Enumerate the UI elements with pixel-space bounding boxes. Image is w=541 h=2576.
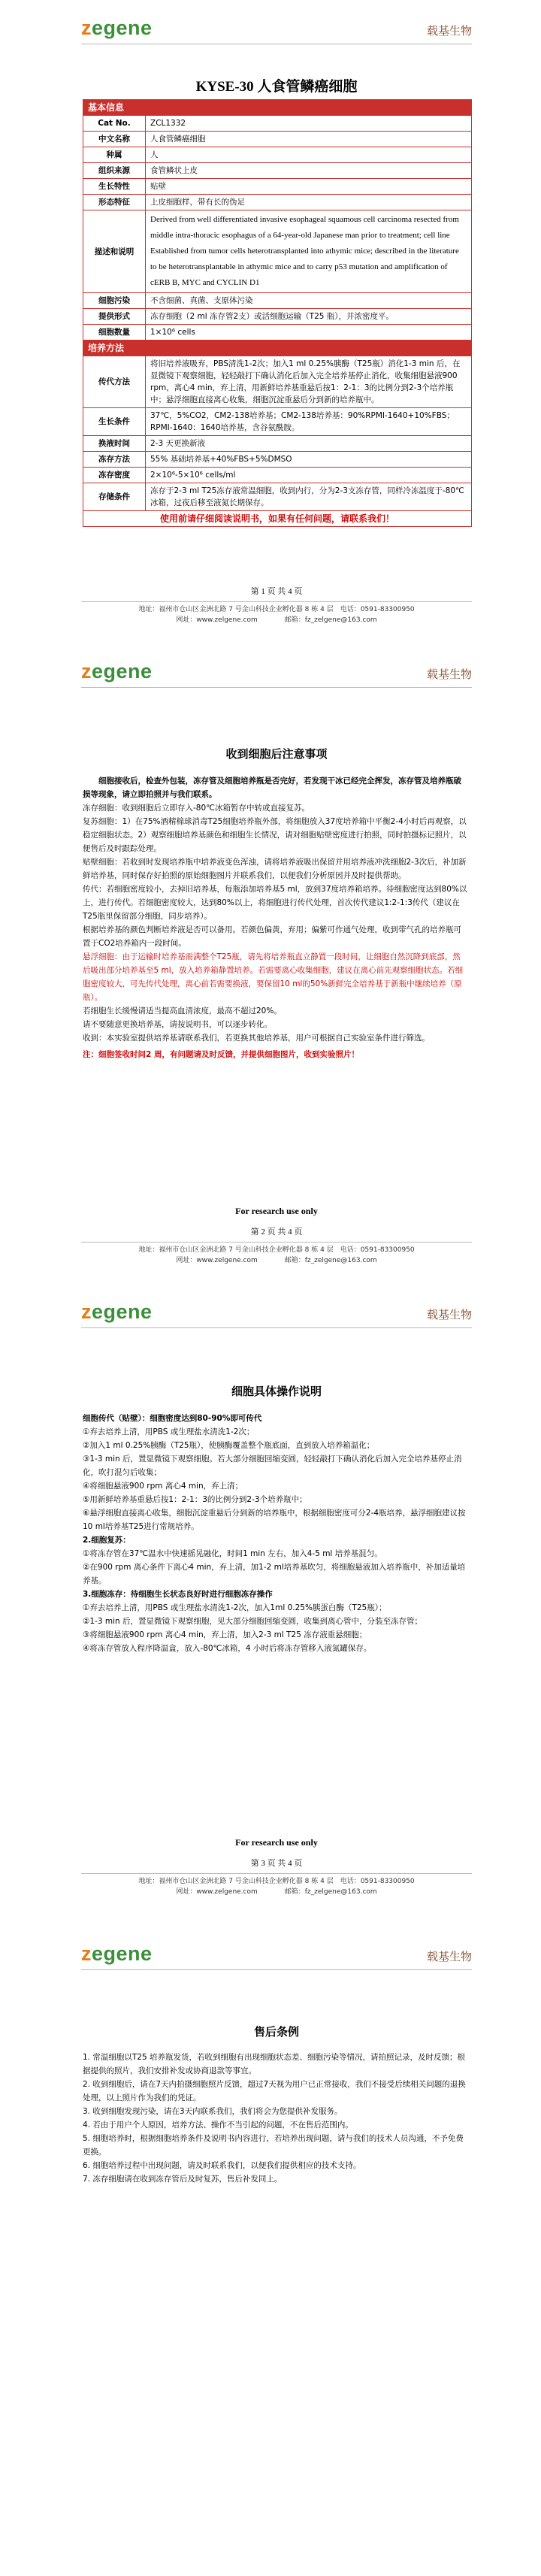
list-item: 1. 常温细胞以T25 培养瓶发货，若收到细胞有出现细胞状态差、细胞污染等情况，请拍照记录，及时反馈；根据提供的照片，我们安排补发或协商退款等事宜。 <box>83 2053 465 2075</box>
intro-text: 细胞接收后，检查外包装，冻存管及细胞培养瓶是否完好，若发现干冰已经完全挥发，冻存管及培养瓶破损等现象，请立即拍照并与我们联系。 <box>83 776 461 799</box>
list-item: 7. 冻存细胞请在收到冻存管后及时复苏，售后补发同上。 <box>83 2175 283 2184</box>
page-2 <box>0 646 541 1293</box>
list-item: 3. 收到细胞发现污染，请在3天内联系我们，我们将会为您提供补发服务。 <box>83 2107 343 2116</box>
list-item: ⑤用新鲜培养基重悬后按1：2-1：3的比例分到2-3个培养瓶中； <box>83 1495 307 1504</box>
page-header <box>81 1297 472 1328</box>
footer-web: 网址：www.zelgene.com 邮箱：fz_zelgene@163.com <box>176 1888 377 1896</box>
section-title: 售后条例 <box>253 2025 299 2039</box>
warning-text: 使用前请仔细阅读说明书，如果有任何问题，请联系我们！ <box>83 511 472 527</box>
page-header <box>81 657 472 688</box>
table-row: 形态特征 上皮细胞样，带有长的伪足 <box>83 195 472 210</box>
table-row: 生长条件 37℃，5%CO2，CM2-138培养基；CM2-138培养基：90%RPMI-1640+10%FBS；RPMI-1640：1640培养基，含谷氨酰胺。 <box>83 408 472 436</box>
table-row: 生长特性 贴壁 <box>83 179 472 195</box>
company-logo: zegene <box>81 17 153 39</box>
list-item: 请不要随意更换培养基，请按说明书，可以逐步转化。 <box>83 1020 272 1029</box>
list-item: 传代：若细胞密度较小，去掉旧培养基，每瓶添加培养基5 ml，放到37度培养箱培养。待细胞密度达到80%以上，进行传代。若细胞密度较大，达到80%以上，将细胞进行传代处理，首次传代建议1:2-1:3传代（建议在T25瓶里保留部分细胞，同步培养）。 <box>83 885 467 921</box>
list-item: ④将冻存管放入程序降温盒，放入-80℃冰箱，4 小时后将冻存管移入液氮罐保存。 <box>83 1644 372 1653</box>
list-item: ④将细胞悬液900 rpm 离心4 min，弃上清； <box>83 1482 243 1491</box>
list-item: 2.细胞复苏： <box>83 1536 131 1545</box>
company-logo: zegene <box>81 1942 153 1965</box>
footer-web: 网址：www.zelgene.com 邮箱：fz_zelgene@163.com <box>176 616 377 624</box>
page-number: 第 1 页 共 4 页 <box>250 587 303 596</box>
section-basic-info: 基本信息 <box>83 100 472 116</box>
list-item: 6. 细胞培养过程中出现问题，请及时联系我们，以便我们提供相应的技术支持。 <box>83 2161 361 2170</box>
page-footer <box>81 1857 472 1897</box>
table-row: 描述和说明 Derived from well differentiated invasive esophageal squamous cell carcinoma resected from middle intra-thoracic esophagus of a 64-year-old Japanese man prior to treatment; cell line Established from tumor cells heterotransplanted into athymic mice; described in the literature to be heterotransplantable in athymic mice and to carry p53 mutation and amplification of cERB B, MYC and CYCLIN D1 <box>83 210 472 293</box>
list-item: 3.细胞冻存：待细胞生长状态良好时进行细胞冻存操作 <box>83 1590 273 1599</box>
list-item: ③将细胞悬液900 rpm 离心4 min，弃上清，加入2-3 ml T25 冻存液重悬细胞； <box>83 1630 367 1639</box>
page-number: 第 2 页 共 4 页 <box>250 1227 303 1237</box>
company-logo: zegene <box>81 1300 153 1323</box>
table-row: 存储条件 冻存于2-3 ml T25冻存液常温细胞，收到内行，分为2-3支冻存管，同样冷冻温度于-80℃冰箱，过夜后移至液氮长期保存。 <box>83 483 472 511</box>
brand-name: 载基生物 <box>426 24 472 38</box>
page-3 <box>0 1293 541 1939</box>
basic-info-table <box>83 99 472 527</box>
page-footer <box>81 585 472 625</box>
table-row: 种属 人 <box>83 147 472 163</box>
after-sales-body <box>83 2051 467 2186</box>
list-item: 悬浮细胞：由于运输时培养基需满整个T25瓶，请先将培养瓶直立静置一段时间，让细胞自然沉降到底部，然后吸出部分培养基至5 ml，放入培养箱静置培养。若需要离心收集细胞，建议在离心前先观察细胞状态。若细胞密度较大，可先传代处理，离心前若需要换液，要保留10 ml的50%新鲜完全培养基于新瓶中继续培养（原瓶）。 <box>83 952 464 1002</box>
footer-address: 地址：福州市仓山区金洲北路 7 号金山科技企业孵化器 8 栋 4 层 电话：0591-83300950 <box>138 1878 415 1885</box>
brand-name: 载基生物 <box>426 1308 472 1321</box>
list-item: 复苏细胞：1）在75%酒精棉球消毒T25细胞培养瓶外部，将细胞放入37度培养箱中平衡2-4小时后再观察，以稳定细胞状态。2）观察细胞培养基颜色和细胞生长情况，请对细胞贴壁密度进行拍照，同时拍摄标记照片，以便售后及时跟踪处理。 <box>83 817 467 853</box>
table-row: 提供形式 冻存细胞（2 ml 冻存管2支）或活细胞运输（T25 瓶），并浓密度平。 <box>83 309 472 325</box>
research-use-only: For research use only <box>235 1206 318 1216</box>
footer-address: 地址：福州市仓山区金洲北路 7 号金山科技企业孵化器 8 栋 4 层 电话：0591-83300950 <box>138 606 415 613</box>
table-row: 细胞污染 不含细菌、真菌、支原体污染 <box>83 293 472 309</box>
table-row: 传代方法 将旧培养液吸弃，PBS清洗1-2次；加入1 ml 0.25%胰酶（T25瓶）消化1-3 min 后，在显微镜下观察细胞，轻轻敲打下确认消化后加入完全培养基停止消化，收集细胞悬液900 rpm，离心4 min，弃上清，用新鲜培养基重悬后按1：2-1：3的比例分到2-3个培养瓶中；悬浮细胞直接离心收集，细胞沉淀重悬后分到新的培养瓶中。 <box>83 356 472 408</box>
list-item: 2. 收到细胞后，请在7天内拍摄细胞照片反馈，超过7天视为用户已正常接收，我们不接受后续相关问题的退换处理，以上照片作为我们的凭证。 <box>83 2080 466 2102</box>
section-title: 细胞具体操作说明 <box>231 1385 322 1398</box>
list-item: ①将冻存管在37℃温水中快速摇晃融化，时间1 min 左右，加入4-5 ml 培养基混匀。 <box>83 1549 382 1558</box>
list-item: 贴壁细胞：若收到时发现培养瓶中培养液变色浑浊，请将培养液吸出保留并用培养液冲洗细胞2-3次后，补加新鲜培养基，同时保存好拍照的原始细胞图片并联系我们，以便我们分析原因并及时提供帮助。 <box>83 858 467 880</box>
table-row: Cat No. ZCL1332 <box>83 116 472 132</box>
list-item: 收到：本实验室提供培养基请联系我们，若更换其他培养基，用户可根据自己实验室条件进行筛选。 <box>83 1034 430 1043</box>
page-header <box>81 14 472 44</box>
list-item: 若细胞生长缓慢请适当提高血清浓度，最高不超过20%。 <box>83 1006 282 1016</box>
footer-address: 地址：福州市仓山区金洲北路 7 号金山科技企业孵化器 8 栋 4 层 电话：0591-83300950 <box>138 1246 415 1254</box>
list-item: ②加入1 ml 0.25%胰酶（T25瓶），使胰酶覆盖整个瓶底面，直到放入培养箱温化； <box>83 1441 375 1450</box>
table-row: 冻存密度 2×10⁶-5×10⁶ cells/ml <box>83 468 472 483</box>
footer-web: 网址：www.zelgene.com 邮箱：fz_zelgene@163.com <box>176 1257 377 1264</box>
section-title: 收到细胞后注意事项 <box>225 747 328 761</box>
note-text: 注：细胞签收时间2 周，有问题请及时反馈，并提供细胞图片，收到实验照片！ <box>83 1050 359 1059</box>
table-row: 中文名称 人食管鳞癌细胞 <box>83 132 472 147</box>
list-item: 冻存细胞：收到细胞后立即存入-80℃冰箱暂存中转或直接复苏。 <box>83 804 310 813</box>
brand-name: 载基生物 <box>426 667 472 681</box>
list-item: ②在900 rpm 离心条件下离心4 min，弃上清，加1-2 ml培养基吹匀，将细胞悬液加入培养瓶中，补加适量培养基。 <box>83 1563 466 1585</box>
list-item: 4. 若由于用户个人原因，培养方法、操作不当引起的问题，不在售后范围内。 <box>83 2120 353 2130</box>
page-header <box>81 1939 472 1970</box>
list-item: ②1-3 min 后，置显微镜下观察细胞，见大部分细胞回缩变圆，收集到离心管中，分装至冻存管； <box>83 1617 423 1626</box>
list-item: ①弃去培养上清，用PBS 或生理盐水清洗1-2次； <box>83 1427 255 1436</box>
research-use-only: For research use only <box>235 1837 318 1848</box>
page-1 <box>0 0 541 646</box>
list-item: ③1-3 min 后，置显微镜下观察细胞。若大部分细胞回缩变圆，轻轻敲打下确认消化后加入完全培养基停止消化，吹打混匀后收集； <box>83 1454 462 1477</box>
page-title: KYSE-30 人食管鳞癌细胞 <box>195 79 358 95</box>
table-row: 组织来源 食管鳞状上皮 <box>83 163 472 179</box>
list-item: 细胞传代（贴壁）：细胞密度达到80-90%即可传代 <box>83 1414 262 1423</box>
table-row: 冻存方法 55% 基础培养基+40%FBS+5%DMSO <box>83 452 472 468</box>
list-item: ①弃去培养上清，用PBS 或生理盐水清洗1-2次，加入1ml 0.25%胰蛋白酶（T25瓶）； <box>83 1603 387 1612</box>
operation-body <box>83 1412 467 1655</box>
list-item: 根据培养基的颜色判断培养液是否可以备用。若颜色偏黄，弃用；偏紫可作通气处理，收到带气孔的培养瓶可置于CO2培养箱内一段时间。 <box>83 925 461 948</box>
page-4 <box>0 1939 541 2576</box>
table-row: 细胞数量 1×10⁶ cells <box>83 325 472 341</box>
section-culture-method: 培养方法 <box>83 341 472 356</box>
notice-body <box>83 774 467 1061</box>
company-logo: zegene <box>81 660 153 683</box>
table-row: 换液时间 2-3 天更换新液 <box>83 436 472 452</box>
page-footer <box>81 1225 472 1266</box>
page-number: 第 3 页 共 4 页 <box>250 1859 303 1868</box>
brand-name: 载基生物 <box>426 1950 472 1963</box>
list-item: 5. 细胞培养时，根据细胞培养条件及说明书内容进行，若培养出现问题，请与我们的技术人员沟通，不予免费更换。 <box>83 2134 464 2157</box>
list-item: ⑥悬浮细胞直接离心收集，细胞沉淀重悬后分到新的培养瓶中，根据细胞密度可分2-4瓶培养，悬浮细胞建议按10 ml培养基T25进行常规培养。 <box>83 1509 466 1531</box>
